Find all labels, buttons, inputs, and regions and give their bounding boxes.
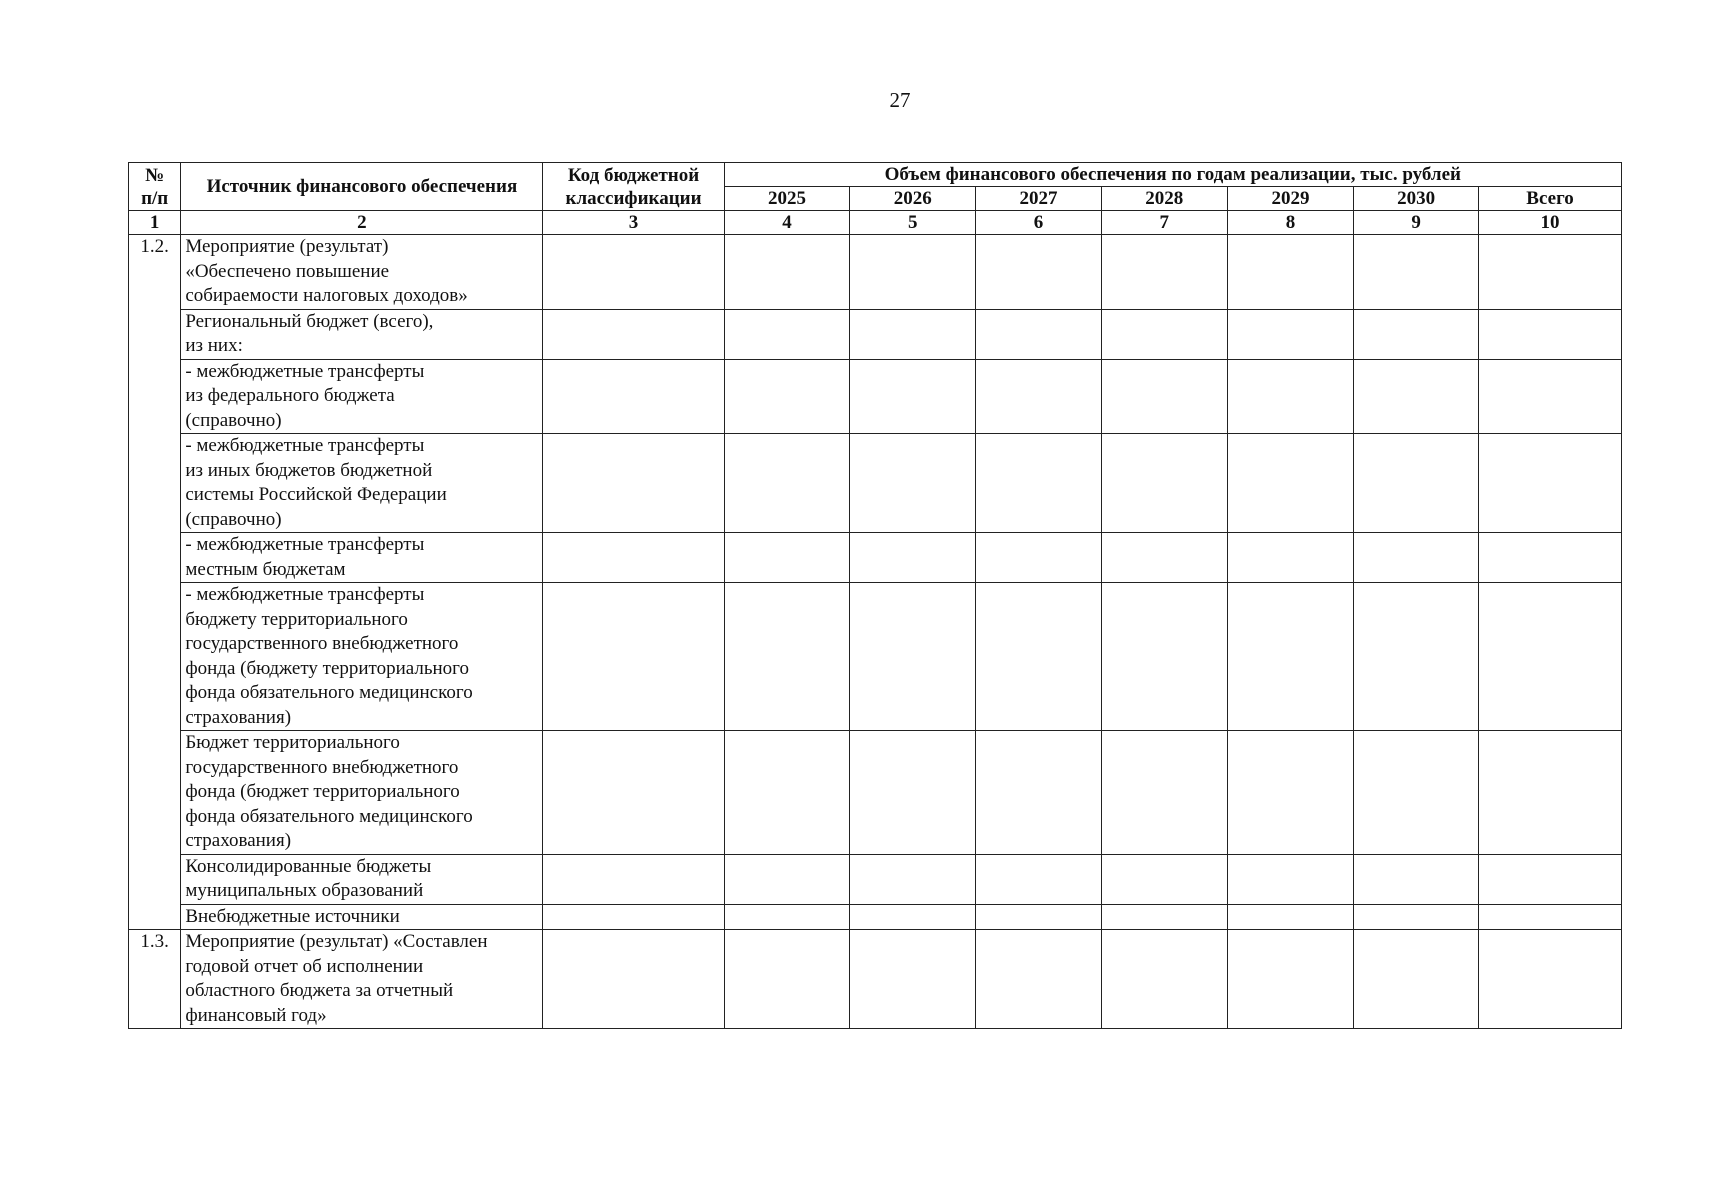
row-number: 1.2. bbox=[129, 235, 181, 930]
source-cell: Консолидированные бюджеты муниципальных образований bbox=[181, 854, 543, 904]
amount-cell bbox=[976, 235, 1102, 310]
header-row-1 bbox=[129, 163, 1622, 187]
amount-cell bbox=[976, 731, 1102, 855]
amount-cell bbox=[850, 583, 976, 731]
amount-cell bbox=[976, 930, 1102, 1029]
column-number: 3 bbox=[543, 211, 724, 235]
source-cell: Мероприятие (результат) «Обеспечено повышение собираемости налоговых доходов» bbox=[181, 235, 543, 310]
table-body bbox=[129, 235, 1622, 1029]
budget-code-cell bbox=[543, 583, 724, 731]
header-year-2030: 2030 bbox=[1354, 187, 1479, 211]
budget-code-cell bbox=[543, 235, 724, 310]
financial-support-table bbox=[128, 162, 1622, 1029]
amount-cell bbox=[1227, 731, 1354, 855]
table-row bbox=[129, 533, 1622, 583]
amount-cell bbox=[1479, 359, 1622, 434]
amount-cell bbox=[1354, 235, 1479, 310]
amount-cell bbox=[724, 434, 850, 533]
amount-cell bbox=[1101, 930, 1227, 1029]
page-number: 27 bbox=[889, 88, 911, 112]
amount-cell bbox=[1354, 854, 1479, 904]
source-cell: - межбюджетные трансферты из иных бюджетов бюджетной системы Российской Федерации (справочно) bbox=[181, 434, 543, 533]
source-cell: - межбюджетные трансферты бюджету территориального государственного внебюджетного фонда (бюджету территориального фонда обязательного медицинского страхования) bbox=[181, 583, 543, 731]
table-row bbox=[129, 359, 1622, 434]
budget-code-cell bbox=[543, 309, 724, 359]
source-cell: Внебюджетные источники bbox=[181, 904, 543, 930]
source-cell: - межбюджетные трансферты местным бюджетам bbox=[181, 533, 543, 583]
amount-cell bbox=[1479, 904, 1622, 930]
column-number-row bbox=[129, 211, 1622, 235]
column-number: 8 bbox=[1227, 211, 1354, 235]
header-year-2027: 2027 bbox=[976, 187, 1102, 211]
header-total: Всего bbox=[1479, 187, 1622, 211]
amount-cell bbox=[1227, 854, 1354, 904]
amount-cell bbox=[1227, 533, 1354, 583]
column-number: 4 bbox=[724, 211, 850, 235]
column-number: 7 bbox=[1101, 211, 1227, 235]
header-source: Источник финансового обеспечения bbox=[181, 163, 543, 211]
budget-code-cell bbox=[543, 854, 724, 904]
amount-cell bbox=[724, 309, 850, 359]
header-year-2026: 2026 bbox=[850, 187, 976, 211]
amount-cell bbox=[1227, 434, 1354, 533]
source-cell: Бюджет территориального государственного внебюджетного фонда (бюджет территориального фонда обязательного медицинского страхования) bbox=[181, 731, 543, 855]
amount-cell bbox=[1354, 731, 1479, 855]
source-cell: Мероприятие (результат) «Составлен годовой отчет об исполнении областного бюджета за отчетный финансовый год» bbox=[181, 930, 543, 1029]
header-year-2028: 2028 bbox=[1101, 187, 1227, 211]
budget-code-cell bbox=[543, 533, 724, 583]
amount-cell bbox=[1354, 583, 1479, 731]
amount-cell bbox=[1227, 235, 1354, 310]
amount-cell bbox=[1354, 904, 1479, 930]
amount-cell bbox=[1101, 731, 1227, 855]
header-year-2029: 2029 bbox=[1227, 187, 1354, 211]
amount-cell bbox=[724, 930, 850, 1029]
amount-cell bbox=[724, 235, 850, 310]
header-volume: Объем финансового обеспечения по годам реализации, тыс. рублей bbox=[724, 163, 1621, 187]
amount-cell bbox=[976, 533, 1102, 583]
column-number: 9 bbox=[1354, 211, 1479, 235]
amount-cell bbox=[1227, 904, 1354, 930]
budget-code-cell bbox=[543, 731, 724, 855]
amount-cell bbox=[850, 930, 976, 1029]
amount-cell bbox=[976, 309, 1102, 359]
amount-cell bbox=[850, 533, 976, 583]
amount-cell bbox=[724, 854, 850, 904]
table-row bbox=[129, 904, 1622, 930]
amount-cell bbox=[1354, 434, 1479, 533]
column-number: 2 bbox=[181, 211, 543, 235]
amount-cell bbox=[1479, 434, 1622, 533]
amount-cell bbox=[976, 359, 1102, 434]
amount-cell bbox=[1101, 235, 1227, 310]
amount-cell bbox=[1101, 533, 1227, 583]
table-row bbox=[129, 235, 1622, 310]
amount-cell bbox=[724, 583, 850, 731]
amount-cell bbox=[850, 904, 976, 930]
header-year-2025: 2025 bbox=[724, 187, 850, 211]
amount-cell bbox=[1101, 309, 1227, 359]
amount-cell bbox=[724, 359, 850, 434]
column-number: 1 bbox=[129, 211, 181, 235]
budget-code-cell bbox=[543, 434, 724, 533]
amount-cell bbox=[1227, 309, 1354, 359]
amount-cell bbox=[1227, 583, 1354, 731]
column-number: 5 bbox=[850, 211, 976, 235]
amount-cell bbox=[850, 359, 976, 434]
amount-cell bbox=[1479, 854, 1622, 904]
table-row bbox=[129, 309, 1622, 359]
budget-code-cell bbox=[543, 904, 724, 930]
amount-cell bbox=[976, 854, 1102, 904]
column-number: 10 bbox=[1479, 211, 1622, 235]
amount-cell bbox=[850, 309, 976, 359]
amount-cell bbox=[1479, 235, 1622, 310]
amount-cell bbox=[850, 434, 976, 533]
amount-cell bbox=[1354, 309, 1479, 359]
budget-code-cell bbox=[543, 930, 724, 1029]
row-number: 1.3. bbox=[129, 930, 181, 1029]
amount-cell bbox=[1101, 583, 1227, 731]
table-row bbox=[129, 854, 1622, 904]
amount-cell bbox=[1227, 930, 1354, 1029]
amount-cell bbox=[1354, 930, 1479, 1029]
amount-cell bbox=[724, 533, 850, 583]
amount-cell bbox=[1101, 359, 1227, 434]
amount-cell bbox=[1354, 533, 1479, 583]
header-code: Код бюджетной классификации bbox=[543, 163, 724, 211]
amount-cell bbox=[1227, 359, 1354, 434]
amount-cell bbox=[1101, 854, 1227, 904]
table-row bbox=[129, 434, 1622, 533]
budget-code-cell bbox=[543, 359, 724, 434]
amount-cell bbox=[850, 235, 976, 310]
table-row bbox=[129, 930, 1622, 1029]
amount-cell bbox=[1479, 930, 1622, 1029]
source-cell: - межбюджетные трансферты из федерального бюджета (справочно) bbox=[181, 359, 543, 434]
column-number: 6 bbox=[976, 211, 1102, 235]
amount-cell bbox=[724, 904, 850, 930]
amount-cell bbox=[1479, 533, 1622, 583]
amount-cell bbox=[1101, 904, 1227, 930]
amount-cell bbox=[976, 904, 1102, 930]
amount-cell bbox=[1354, 359, 1479, 434]
table-row bbox=[129, 731, 1622, 855]
amount-cell bbox=[1479, 731, 1622, 855]
amount-cell bbox=[724, 731, 850, 855]
header-num: № п/п bbox=[129, 163, 181, 211]
amount-cell bbox=[850, 854, 976, 904]
amount-cell bbox=[976, 583, 1102, 731]
table-row bbox=[129, 583, 1622, 731]
source-cell: Региональный бюджет (всего), из них: bbox=[181, 309, 543, 359]
amount-cell bbox=[1479, 583, 1622, 731]
amount-cell bbox=[850, 731, 976, 855]
amount-cell bbox=[976, 434, 1102, 533]
amount-cell bbox=[1101, 434, 1227, 533]
amount-cell bbox=[1479, 309, 1622, 359]
